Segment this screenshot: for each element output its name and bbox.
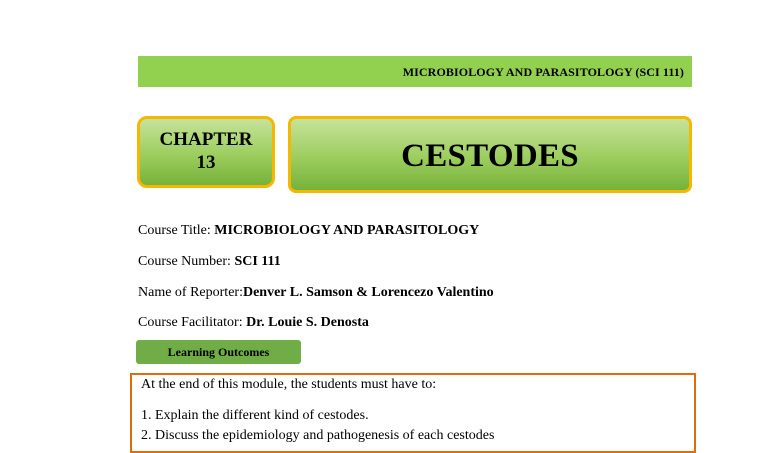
course-number-line — [138, 254, 281, 270]
reporter-label: Name of Reporter: — [138, 285, 243, 300]
chapter-badge — [137, 116, 275, 188]
learning-outcome-item: 2. Discuss the epidemiology and pathogenesis of each cestodes — [141, 428, 495, 443]
learning-outcome-item: 1. Explain the different kind of cestodes. — [141, 408, 369, 423]
reporter-value: Denver L. Samson & Lorencezo Valentino — [242, 285, 494, 300]
chapter-label: CHAPTER — [159, 129, 253, 150]
facilitator-line — [138, 315, 369, 331]
course-number-label: Course Number: — [138, 254, 235, 269]
reporter-line — [138, 285, 494, 301]
facilitator-label: Course Facilitator: — [138, 315, 247, 330]
learning-outcomes-intro: At the end of this module, the students must have to: — [141, 377, 437, 392]
course-header-bar — [138, 56, 692, 87]
course-title-value: MICROBIOLOGY AND PARASITOLOGY — [214, 223, 480, 238]
chapter-number: 13 — [196, 152, 216, 173]
course-title-label: Course Title: — [138, 223, 215, 238]
learning-outcomes-tab: Learning Outcomes — [136, 340, 301, 364]
course-banner-text: MICROBIOLOGY AND PARASITOLOGY (SCI 111) — [402, 65, 684, 79]
facilitator-value: Dr. Louie S. Denosta — [246, 315, 369, 330]
learning-outcomes-box — [130, 373, 696, 453]
chapter-title-box — [288, 116, 692, 193]
chapter-title: CESTODES — [401, 138, 579, 174]
course-number-value: SCI 111 — [234, 254, 281, 269]
course-title-line — [138, 223, 479, 239]
